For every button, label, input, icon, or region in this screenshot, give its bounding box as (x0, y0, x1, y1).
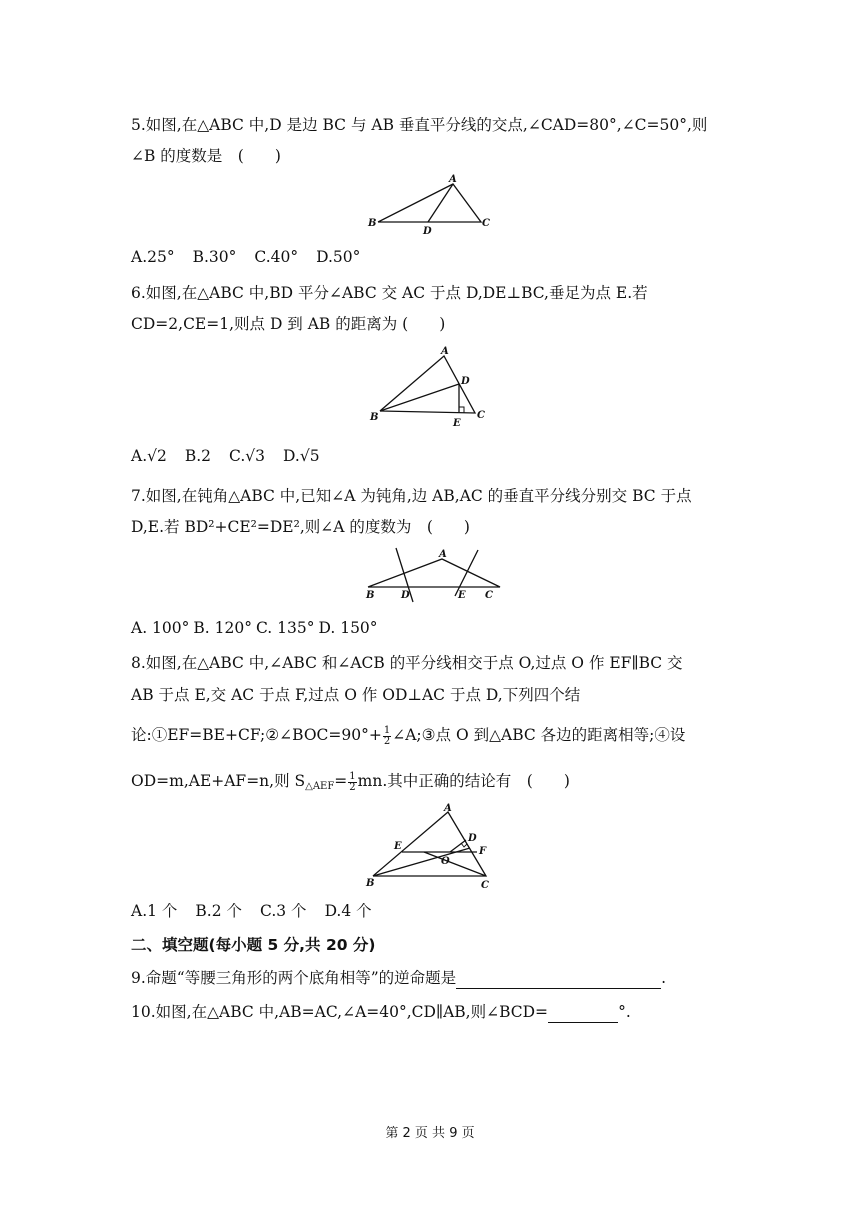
q5-option-c: C.40° (254, 248, 299, 266)
q8-line4 (131, 770, 570, 798)
q8-fraction2-num: 1 (349, 770, 356, 782)
page-footer: 第 2 页 共 9 页 (385, 1126, 475, 1141)
q8-fraction-den: 2 (383, 735, 391, 747)
q10-text: 10.如图,在△ABC 中,AB=AC,∠A=40°,CD∥AB,则∠BCD= (131, 1003, 549, 1021)
q7-options (131, 617, 396, 639)
q8-fraction-half-2 (348, 772, 356, 793)
q5-option-a: A.25° (131, 248, 175, 266)
q6-option-d: D.√5 (283, 447, 320, 465)
q8-label-a: A (444, 803, 452, 814)
q7-line2: D,E.若 BD²+CE²=DE²,则∠A 的度数为 ( ) (131, 518, 470, 536)
q8-fraction-half (383, 726, 391, 747)
q8-option-a: A.1 个 (131, 902, 178, 920)
q8-options (131, 900, 390, 922)
q8-label-o: O (441, 856, 450, 867)
q8-label-b: B (366, 878, 375, 889)
q7-label-c: C (485, 590, 493, 601)
q6-option-b: B.2 (184, 447, 212, 465)
q8-fraction2-den: 2 (349, 781, 356, 793)
q8-line3-text-b: ∠A;③点 O 到△ABC 各边的距离相等;④设 (392, 726, 686, 744)
q6-label-b: B (370, 412, 379, 423)
q8-line3 (131, 724, 685, 747)
q6-option-c: C.√3 (229, 447, 266, 465)
q7-line1: 7.如图,在钝角△ABC 中,已知∠A 为钝角,边 AB,AC 的垂直平分线分别交 BC 于点 (131, 487, 692, 505)
q8-option-c: C.3 个 (260, 902, 307, 920)
q7-figure (362, 544, 507, 604)
q9-text: 9.命题“等腰三角形的两个底角相等”的逆命题是 (131, 969, 457, 987)
q8-area-subscript: △AEF (305, 781, 335, 792)
section-fill-in-heading: 二、填空题(每小题 5 分,共 20 分) (131, 936, 376, 954)
q8-option-b: B.2 个 (195, 902, 243, 920)
q8-line1: 8.如图,在△ABC 中,∠ABC 和∠ACB 的平分线相交于点 O,过点 O 作 EF∥BC 交 (131, 654, 683, 672)
q7-option-a: A. 100° (131, 619, 190, 637)
q8-option-d: D.4 个 (324, 902, 372, 920)
q8-figure (362, 802, 502, 894)
q7-option-b: B. 120° (193, 619, 252, 637)
q8-label-e: E (394, 841, 402, 852)
q5-label-b: B (368, 218, 377, 229)
q8-line4-text-c: mn.其中正确的结论有 ( ) (357, 772, 570, 790)
q6-line1: 6.如图,在△ABC 中,BD 平分∠ABC 交 AC 于点 D,DE⊥BC,垂足为点 E.若 (131, 284, 648, 302)
q10-answer-blank[interactable] (548, 1006, 618, 1023)
q5-label-d: D (423, 226, 432, 237)
q6-label-d: D (461, 376, 470, 387)
q6-option-a: A.√2 (131, 447, 167, 465)
q5-line2: ∠B 的度数是 ( ) (131, 147, 281, 165)
q10-degree-suffix: °. (618, 1003, 631, 1021)
q8-label-c: C (481, 880, 489, 891)
q5-option-d: D.50° (316, 248, 361, 266)
q8-line4-text-a: OD=m,AE+AF=n,则 S (131, 772, 306, 790)
q7-label-a: A (439, 549, 447, 560)
q7-label-e: E (458, 590, 466, 601)
q8-line2: AB 于点 E,交 AC 于点 F,过点 O 作 OD⊥AC 于点 D,下列四个结 (131, 686, 581, 704)
q9-period: . (661, 969, 667, 987)
q7-label-b: B (366, 590, 375, 601)
q6-options (131, 445, 338, 467)
q5-line1: 5.如图,在△ABC 中,D 是边 BC 与 AB 垂直平分线的交点,∠CAD=80°,∠C=50°,则 (131, 116, 708, 134)
q7-option-d: D. 150° (318, 619, 378, 637)
q8-line4-equals: = (334, 772, 348, 790)
q6-label-c: C (477, 410, 485, 421)
q9-line (131, 967, 666, 989)
q8-line3-text-a: 论:①EF=BE+CF;②∠BOC=90°+ (131, 726, 382, 744)
q7-label-d: D (401, 590, 410, 601)
q5-label-a: A (449, 174, 457, 185)
q6-line2: CD=2,CE=1,则点 D 到 AB 的距离为 ( ) (131, 315, 446, 333)
q6-label-a: A (441, 346, 449, 357)
q5-label-c: C (482, 218, 490, 229)
q9-answer-blank[interactable] (456, 972, 661, 989)
q5-figure (365, 172, 495, 238)
q5-option-b: B.30° (192, 248, 237, 266)
q8-label-f: F (479, 846, 487, 857)
q10-line (131, 1001, 631, 1023)
q5-options (131, 246, 378, 268)
q6-label-e: E (453, 418, 461, 429)
q7-option-c: C. 135° (255, 619, 315, 637)
q8-fraction-num: 1 (383, 724, 391, 736)
q6-figure (368, 342, 493, 430)
q8-label-d: D (468, 833, 477, 844)
